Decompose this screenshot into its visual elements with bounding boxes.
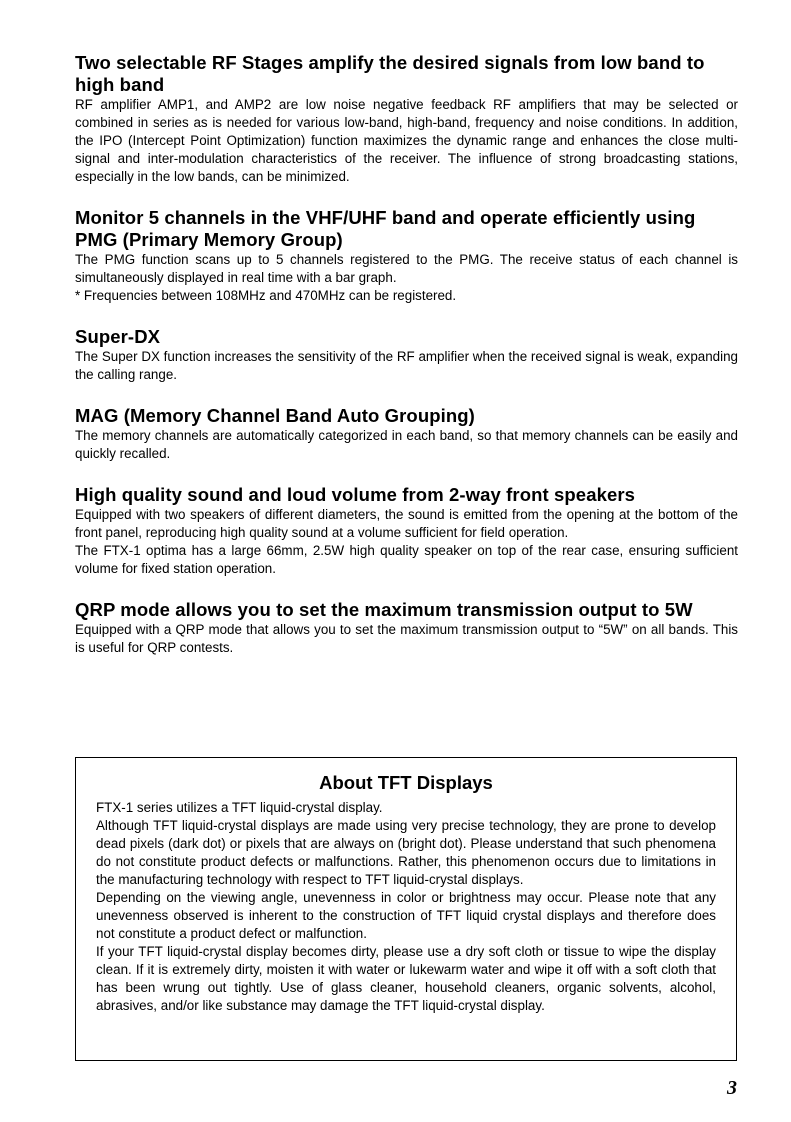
section-pmg bbox=[75, 207, 738, 305]
tft-notice-title: About TFT Displays bbox=[319, 772, 493, 793]
tft-paragraph: FTX-1 series utilizes a TFT liquid-crystal display. bbox=[96, 800, 383, 815]
section-paragraph: The PMG function scans up to 5 channels registered to the PMG. The receive status of each channel is simultaneously displayed in real time with a bar graph. bbox=[75, 252, 738, 285]
section-title: MAG (Memory Channel Band Auto Grouping) bbox=[75, 405, 475, 426]
tft-paragraph: If your TFT liquid-crystal display becomes dirty, please use a dry soft cloth or tissue to wipe the display clean. If it is extremely dirty, moisten it with water or lukewarm water and wipe it off with a soft cloth that has been wrung out tightly. Use of glass cleaner, household cleaners, organic solvents, alcohol, abrasives, and/or like substance may damage the TFT liquid-crystal display. bbox=[96, 944, 716, 1013]
section-title: QRP mode allows you to set the maximum transmission output to 5W bbox=[75, 599, 693, 620]
page-number: 3 bbox=[727, 1077, 737, 1099]
section-paragraph: The memory channels are automatically categorized in each band, so that memory channels can be easily and quickly recalled. bbox=[75, 428, 738, 461]
section-title: High quality sound and loud volume from 2-way front speakers bbox=[75, 484, 636, 505]
section-paragraph: Equipped with two speakers of different diameters, the sound is emitted from the opening at the bottom of the front panel, reproducing high quality sound at a volume sufficient for field operation. bbox=[75, 507, 738, 540]
section-paragraph: RF amplifier AMP1, and AMP2 are low noise negative feedback RF amplifiers that may be selected or combined in series as is needed for various low-band, high-band, frequency and noise conditions. In addition, the IPO (Intercept Point Optimization) function maximizes the dynamic range and enhances the close multi-signal and inter-modulation characteristics of the receiver. The influence of strong broadcasting stations, especially in the low bands, can be minimized. bbox=[75, 97, 738, 184]
tft-notice-box bbox=[75, 757, 737, 1061]
section-mag bbox=[75, 405, 738, 463]
section-title: Super-DX bbox=[75, 326, 161, 347]
section-title: Monitor 5 channels in the VHF/UHF band and operate efficiently using PMG (Primary Memory Group) bbox=[75, 207, 696, 250]
tft-paragraph: Depending on the viewing angle, unevenness in color or brightness may occur. Please note that any unevenness observed is inherent to the construction of TFT liquid crystal displays and therefore does not constitute a product defect or malfunction. bbox=[96, 890, 716, 941]
section-super-dx bbox=[75, 326, 738, 384]
section-paragraph: The FTX-1 optima has a large 66mm, 2.5W high quality speaker on top of the rear case, ensuring sufficient volume for fixed station operation. bbox=[75, 543, 738, 576]
section-speakers bbox=[75, 484, 738, 578]
section-paragraph: The Super DX function increases the sensitivity of the RF amplifier when the received signal is weak, expanding the calling range. bbox=[75, 349, 738, 382]
section-paragraph: Equipped with a QRP mode that allows you to set the maximum transmission output to “5W” on all bands. This is useful for QRP contests. bbox=[75, 622, 738, 655]
section-rf-stages bbox=[75, 52, 738, 186]
tft-notice-body bbox=[76, 799, 736, 1015]
section-title: Two selectable RF Stages amplify the desired signals from low band to high band bbox=[75, 52, 705, 95]
section-footnote: * Frequencies between 108MHz and 470MHz can be registered. bbox=[75, 288, 457, 303]
section-qrp bbox=[75, 599, 738, 657]
tft-paragraph: Although TFT liquid-crystal displays are made using very precise technology, they are prone to develop dead pixels (dark dot) or pixels that are always on (bright dot). Please understand that such phenomena do not constitute product defects or malfunctions. Rather, this phenomenon occurs due to limitations in the manufacturing technology with respect to TFT liquid-crystal displays. bbox=[96, 818, 716, 887]
features-content bbox=[75, 52, 738, 678]
